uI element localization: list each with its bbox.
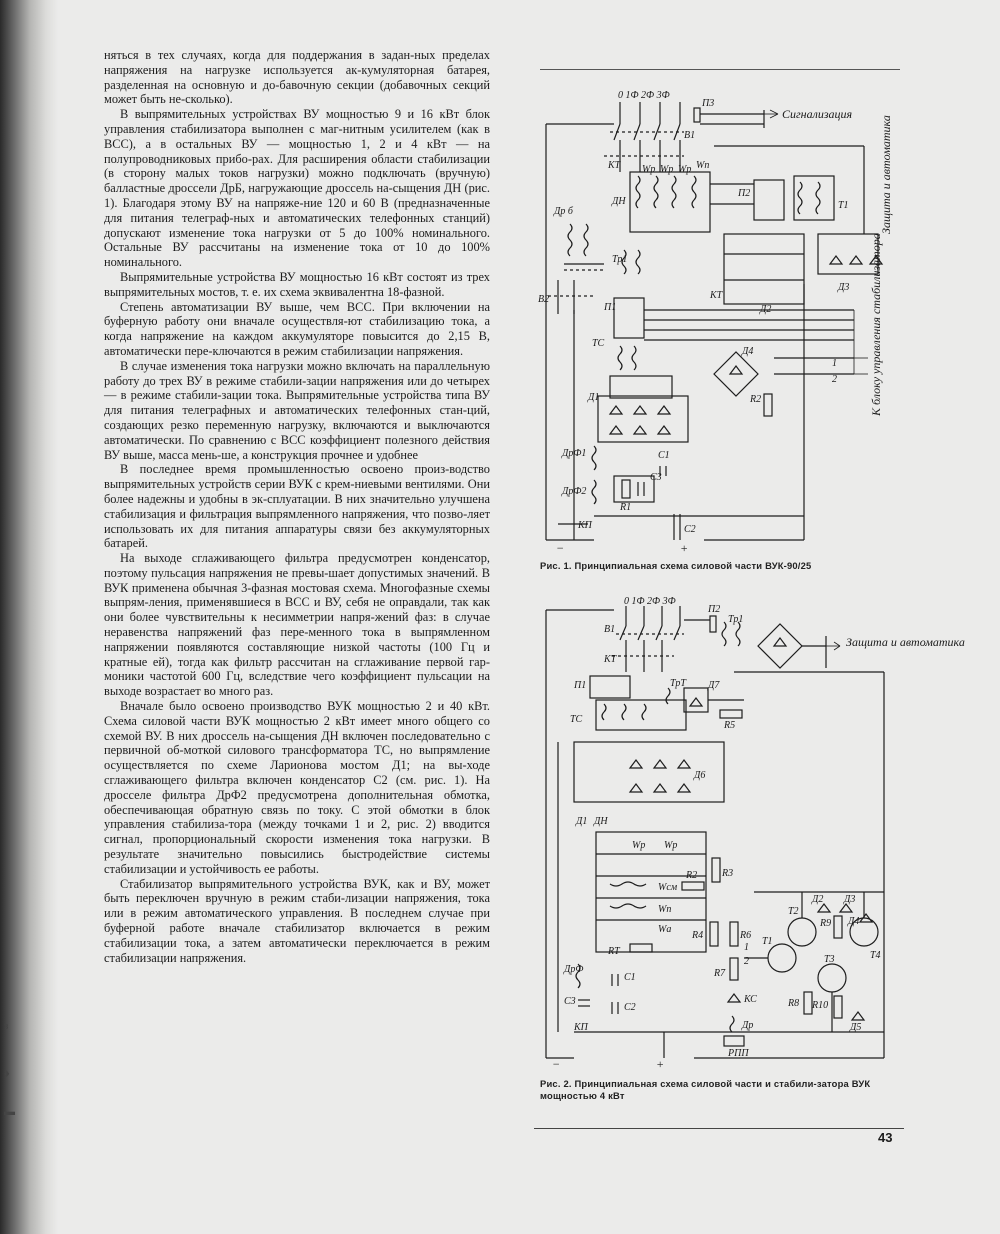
diode-d5-label: Д5 xyxy=(850,1022,862,1033)
relay-kp-label: КП xyxy=(578,520,592,531)
capacitor-c2-label: С2 xyxy=(684,524,696,535)
transformer-tc-label: ТС xyxy=(570,714,583,725)
choke-drb-label: Др б xyxy=(554,206,573,217)
relay-rpp-label: РПП xyxy=(728,1048,749,1059)
diode-bridge-d4-label: Д4 xyxy=(742,346,754,357)
diode-d2-label: Д2 xyxy=(812,894,824,905)
relay-kp-label: КП xyxy=(574,1022,588,1033)
winding-wn-label: Wп xyxy=(658,904,672,915)
point-2-label: 2 xyxy=(832,374,837,385)
contactor-kt-label: КТ xyxy=(710,290,723,301)
paragraph: Выпрямительные устройства ВУ мощностью 16 кВт состоят из трех выпрямительных мостов, т. е. их схема эквивалентна 18-фазной. xyxy=(104,269,490,299)
fuse-p3-label: П3 xyxy=(702,98,715,109)
control-block-label: К блоку управления стабилизатора xyxy=(869,233,883,416)
winding-wp-label: Wр xyxy=(632,840,646,851)
point-1-label: 1 xyxy=(744,942,749,953)
figure-2-schematic xyxy=(534,592,965,1071)
switch-b1-label: В1 xyxy=(684,130,696,141)
paragraph: Степень автоматизации ВУ выше, чем ВСС. При включении на буферную работу они вначале осуществля-ют стабилизацию тока, а когда напряжение на каждом аккумуляторе повысится до 2,15 В, автоматически пере-ключаются в режим стабилизации напряжения. xyxy=(104,299,490,358)
resistor-r3-label: R3 xyxy=(722,868,734,879)
contactor-kt-label: КТ xyxy=(608,160,621,171)
resistor-r2-label: R2 xyxy=(686,870,698,881)
diode-bridge-d1-label: Д1 xyxy=(576,816,588,827)
book-spine-shadow xyxy=(0,0,58,1234)
footer-rule xyxy=(534,1128,904,1129)
transistor-t3-label: Т3 xyxy=(824,954,835,965)
signal-label: Сигнализация xyxy=(782,107,853,121)
margin-mark: ▬ xyxy=(4,1106,15,1118)
resistor-r8-label: R8 xyxy=(788,998,800,1009)
paragraph: В выпрямительных устройствах ВУ мощностью 9 и 16 кВт блок управления стабилизатора выполнен с маг-нитным усилителем (как в ВСС), а в остальных ВУ — мощностью 1, 2 и 4 кВт — на полупроводниковых прибо-рах. Для расширения области стабилизации (в сторону малых токов нагрузки) можно подключать (вручную) балластные дроссели ДрБ, нагружающие дроссель на-сыщения ДН (рис. 1). Благодаря этому ВУ на напряже-ние 120 и 60 В (предназначенные для питания телеграф-ных и автоматических телефонных станций) допускают изменение тока нагрузки от 5 до 100% номинального. Остальные ВУ рассчитаны на изменение тока от 10 до 100% номинального. xyxy=(104,107,490,270)
transistor-t2-label: Т2 xyxy=(788,906,799,917)
paragraph: В последнее время промышленностью освоено произ-водство выпрямительных устройств серии ВУК с крем-ниевыми вентилями. Они более надежны и удобны в эк-сплуатации. В них значительно улучшена стабилизация и фильтрация выпрямленного напряжения, что позво-ляет использовать их для питания аппаратуры связи без аккумуляторных батарей. xyxy=(104,462,490,551)
transformer-tc-label: ТС xyxy=(592,338,605,349)
diode-bridge-d2-label: Д2 xyxy=(760,304,772,315)
capacitor-c3-label: С3 xyxy=(564,996,576,1007)
relay-ks-label: КС xyxy=(744,994,757,1005)
choke-dr-label: Др xyxy=(742,1020,754,1031)
capacitor-c2-label: С2 xyxy=(624,1002,636,1013)
protection-label-line1: Защита и автоматика xyxy=(846,635,965,649)
transformer-tr1-label: Тр1 xyxy=(728,614,744,625)
fuse-p1-label: П1 xyxy=(574,680,587,691)
fuse-p1-label: П1 xyxy=(604,302,617,313)
phase-labels: 0 1Ф 2Ф 3Ф xyxy=(624,596,676,607)
diode-bridge-d1-label: Д1 xyxy=(588,392,600,403)
figure-2-caption: Рис. 2. Принципиальная схема силовой части и стабили-затора ВУК мощностью 4 кВт xyxy=(540,1078,871,1101)
winding-wa-label: Wа xyxy=(658,924,672,935)
switch-b1-label: В1 xyxy=(604,624,616,635)
plus-terminal: + xyxy=(656,1057,665,1071)
paragraph: Стабилизатор выпрямительного устройства ВУК, как и ВУ, может быть переключен вручную в режим стаби-лизации напряжения, тока или в режим автоматического управления. В последнем случае при буферной работе вначале стабилизатор включается в режим стабилизации тока, а затем автоматически переключается в режим стабилизации напряжения. xyxy=(104,876,490,965)
margin-mark: з xyxy=(4,1020,9,1032)
winding-wp-label: Wр xyxy=(664,840,678,851)
fuse-p2-label: П2 xyxy=(738,188,751,199)
winding-wp-label: Wр xyxy=(642,164,656,175)
paragraph: няться в тех случаях, когда для поддержания в задан-ных пределах напряжения на нагрузке используется ак-кумуляторная батарея, разделенная на основную и до-бавочную секции (добавочных секций может быть не-сколько). xyxy=(104,48,490,107)
margin-mark: ♦ xyxy=(4,1068,10,1080)
resistor-r10-label: R10 xyxy=(812,1000,829,1011)
page-number: 43 xyxy=(878,1130,893,1145)
winding-wp-label: Wр xyxy=(678,164,692,175)
resistor-rt-label: RТ xyxy=(608,946,620,957)
transformer-tr1-label: Тр1 xyxy=(612,254,628,265)
phase-labels: 0 1Ф 2Ф 3Ф xyxy=(618,90,670,101)
reactor-dn-label: ДН xyxy=(594,816,608,827)
resistor-r4-label: R4 xyxy=(692,930,704,941)
fuse-p2-label: П2 xyxy=(708,604,721,615)
resistor-r5-label: R5 xyxy=(724,720,736,731)
paragraph: Вначале было освоено производство ВУК мощностью 2 и 40 кВт. Схема силовой части ВУК мощностью 2 кВт имеет много общего со схемой ВУ. В них дроссель на-сыщения ДН включен последовательно с первичной об-моткой силового трансформатора ТС, но выпрямление осуществляется по схеме Ларионова мостом Д1; на вы-ходе сглаживающего фильтра включен конденсатор С2 (см. рис. 1). На дросселе фильтра ДрФ2 предусмотрена дополнительная обмотка, обеспечивающая обратную связь по току. С этой обмотки в блок управления стабилиза-тора (между точками 1 и 2, рис. 2) вводится сигнал, пропорциональный скорости изменения тока нагрузки. В результате значительно повысились быстродействие системы стабилизации и устойчивость ее работы. xyxy=(104,699,490,876)
point-1-label: 1 xyxy=(832,358,837,369)
plus-terminal: + xyxy=(680,541,689,555)
resistor-r1-label: R1 xyxy=(620,502,632,513)
choke-drf-label: ДрФ xyxy=(564,964,584,975)
figure-1-schematic xyxy=(534,84,906,554)
minus-terminal: − xyxy=(556,541,565,555)
diode-d4-label: Д4 xyxy=(848,916,860,927)
capacitor-c1-label: С1 xyxy=(658,450,670,461)
diode-bridge-d6-label: Д6 xyxy=(694,770,706,781)
resistor-r6-label: R6 xyxy=(740,930,752,941)
transistor-t4-label: Т4 xyxy=(870,950,881,961)
figure-1 xyxy=(534,84,906,572)
resistor-r7-label: R7 xyxy=(714,968,726,979)
transformer-t1-label: Т1 xyxy=(838,200,849,211)
reactor-dn-label: ДН xyxy=(612,196,626,207)
switch-v2-label: В2 xyxy=(538,294,550,305)
diode-bridge-d3-label: Д3 xyxy=(838,282,850,293)
transformer-trt-label: ТрТ xyxy=(670,678,686,689)
choke-drf2-label: ДрФ2 xyxy=(562,486,587,497)
capacitor-c1-label: С1 xyxy=(624,972,636,983)
winding-wp-label: Wр xyxy=(660,164,674,175)
capacitor-c3-label: С3 xyxy=(650,472,662,483)
figure-2 xyxy=(534,592,965,1102)
figure-1-caption: Рис. 1. Принципиальная схема силовой части ВУК-90/25 xyxy=(540,560,812,571)
diode-bridge-d7-label: Д7 xyxy=(708,680,720,691)
paragraph: В случае изменения тока нагрузки можно включать на параллельную работу до трех ВУ в режиме стабили-зации напряжения или до четырех — в режиме стабили-зации тока. Выпрямительные устройства типа ВУ для питания телеграфных и автоматических телефонных стан-ций, создающих резко переменную нагрузку, включаются и выключаются автоматически. По сравнению с ВСС коэффициент полезного действия ВУ выше, масса мень-ше, а конструкция прочнее и удобнее xyxy=(104,358,490,462)
resistor-r9-label: R9 xyxy=(820,918,832,929)
diode-d3-label: Д3 xyxy=(844,894,856,905)
transistor-t1-label: Т1 xyxy=(762,936,773,947)
winding-wcm-label: Wсм xyxy=(658,882,678,893)
protection-label: Защита и автоматика xyxy=(879,115,893,234)
minus-terminal: − xyxy=(552,1057,561,1071)
contactor-kt-label: КТ xyxy=(604,654,617,665)
resistor-r2-label: R2 xyxy=(750,394,762,405)
paragraph: На выходе сглаживающего фильтра предусмотрен конденсатор, поэтому пульсация напряжения не превы-шает допустимых значений. В ВУК применена обычная 3-фазная мостовая схема. Многофазные схемы выпрям-ления, применявшиеся в ВСС и ВУ, себя не оправдали, так как они более чувствительны к несимметрии напря-жений фаз: в случае неравенства напряжений фаз пере-менного тока в выпрямленном напряжении появляются составляющие низкой частоты (100 Гц и кратные ей), тогда как фильтр рассчитан на сглаживание первой гар-моники частотой 600 Гц, вследствие чего коэффициент пульсации на выходе возрастает во много раз. xyxy=(104,551,490,699)
figure-top-rule xyxy=(540,69,900,70)
winding-wn-label: Wп xyxy=(696,160,710,171)
body-text-column xyxy=(104,48,490,965)
choke-drf1-label: ДрФ1 xyxy=(562,448,587,459)
point-2-label: 2 xyxy=(744,956,749,967)
